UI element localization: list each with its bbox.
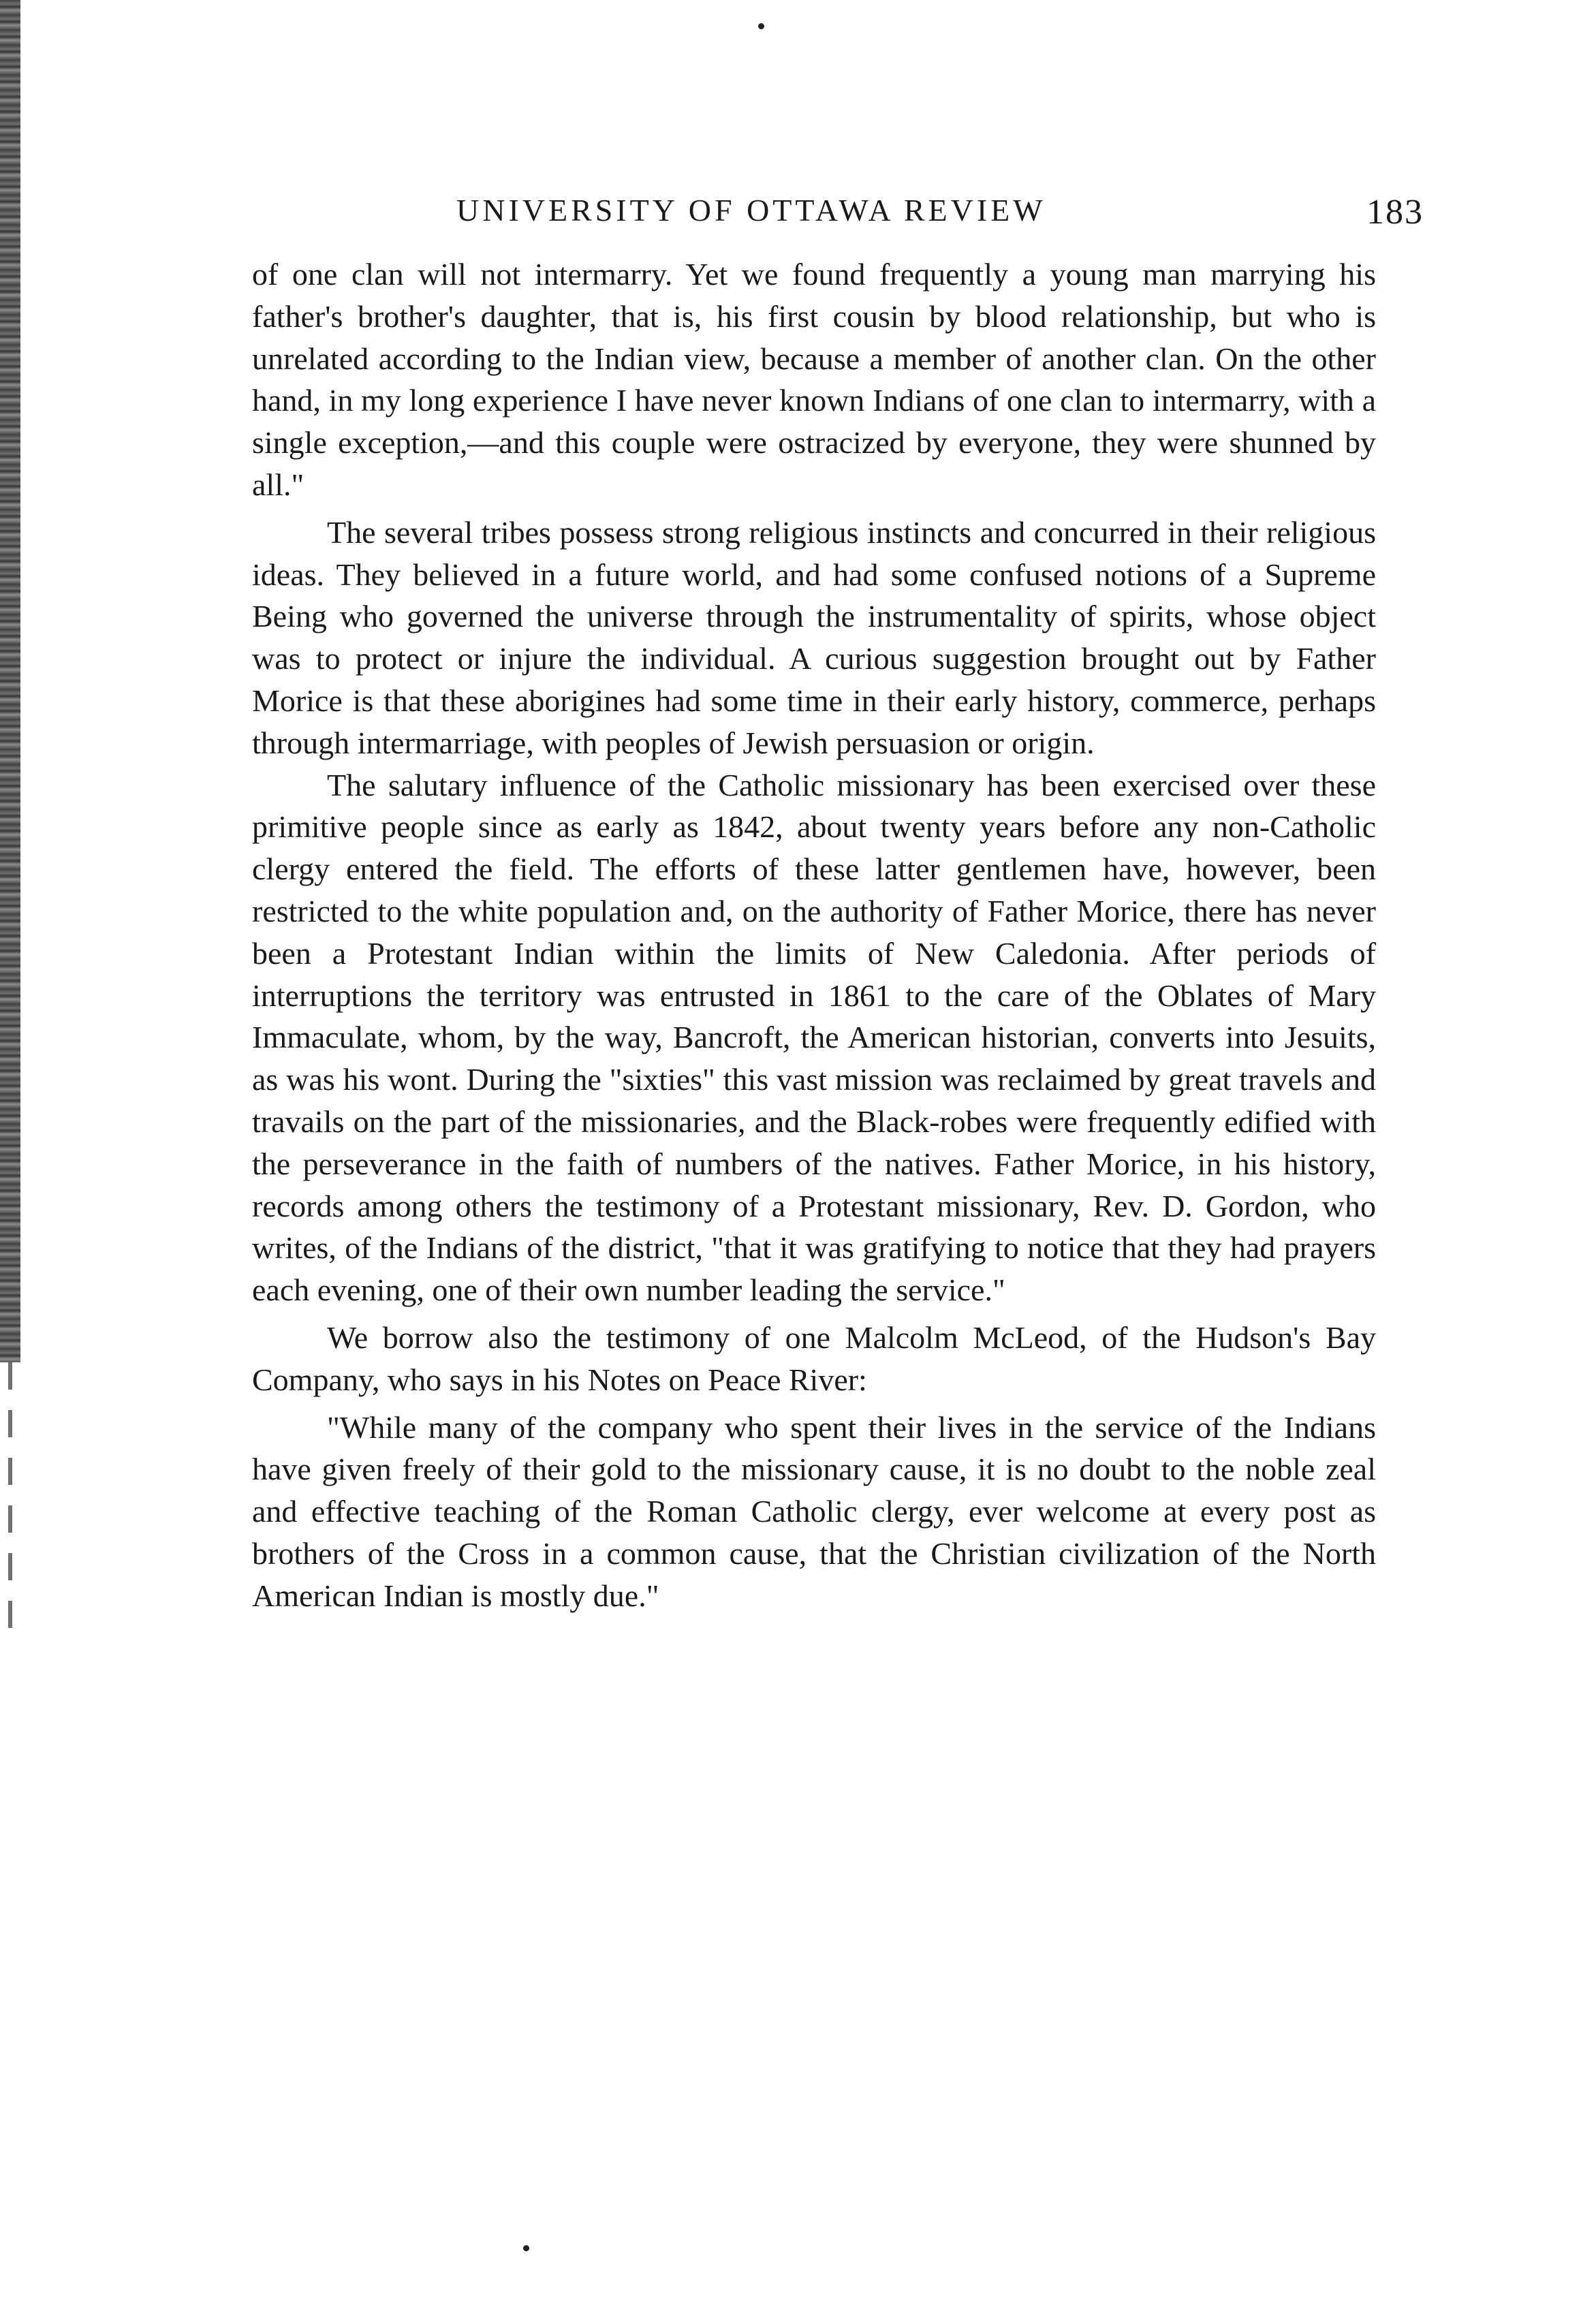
- running-head: [252, 192, 1424, 240]
- ink-speck: [523, 2245, 529, 2251]
- page-binding-edge-lower: [8, 1362, 12, 1635]
- page-body: [252, 253, 1376, 1617]
- page-number: 183: [1366, 193, 1424, 232]
- page-binding-edge: [0, 0, 20, 1362]
- paragraph-quotation: "While many of the company who spent their lives in the service of the Indians have given freely of their gold to the missionary cause, it is no doubt to the noble zeal and effective teaching of the Roman Catholic clergy, ever welcome at every post as brothers of the Cross in a common cause, that the Christian civilization of the North American Indian is mostly due.": [252, 1409, 1376, 1613]
- journal-title: UNIVERSITY OF OTTAWA REVIEW: [456, 193, 1046, 228]
- paragraph-continuation: of one clan will not intermarry. Yet we found frequently a young man marrying his father's brother's daughter, that is, his first cousin by blood relationship, but who is unrelated according to the Indian view, because a member of another clan. On the other hand, in my long experience I have never known Indians of one clan to intermarry, with a single exception,—and this couple were ostracized by everyone, they were shunned by all.": [252, 257, 1376, 502]
- paragraph-religious-ideas: The several tribes possess strong religious instincts and concurred in their religious ideas. They believed in a future world, and had some confused notions of a Supreme Being who governed the universe through the instrumentality of spirits, whose object was to protect or injure the individual. A curious suggestion brought out by Father Morice is that these aborigines had some time in their early history, commerce, perhaps through intermarriage, with peoples of Jewish persuasion or origin.: [252, 514, 1376, 760]
- ink-speck: [758, 23, 764, 29]
- paragraph-catholic-missionary: The salutary influence of the Catholic missionary has been exercised over these primitive people since as early as 1842, about twenty years before any non-Catholic clergy entered the field. The efforts of these latter gentlemen have, however, been restricted to the white population and, on the authority of Father Morice, there has never been a Protestant Indian within the limits of New Caledonia. After periods of interruptions the territory was entrusted in 1861 to the care of the Oblates of Mary Immaculate, whom, by the way, Bancroft, the American historian, converts into Jesuits, as was his wont. During the "sixties" this vast mission was reclaimed by great travels and travails on the part of the missionaries, and the Black-robes were frequently edified with the perseverance in the faith of numbers of the natives. Father Morice, in his history, records among others the testimony of a Protestant missionary, Rev. D. Gordon, who writes, of the Indians of the district, "that it was gratifying to notice that they had prayers each evening, one of their own number leading the service.": [252, 767, 1376, 1308]
- paragraph-mcleod-testimony: We borrow also the testimony of one Malcolm McLeod, of the Hudson's Bay Company, who says in his Notes on Peace River:: [252, 1319, 1376, 1397]
